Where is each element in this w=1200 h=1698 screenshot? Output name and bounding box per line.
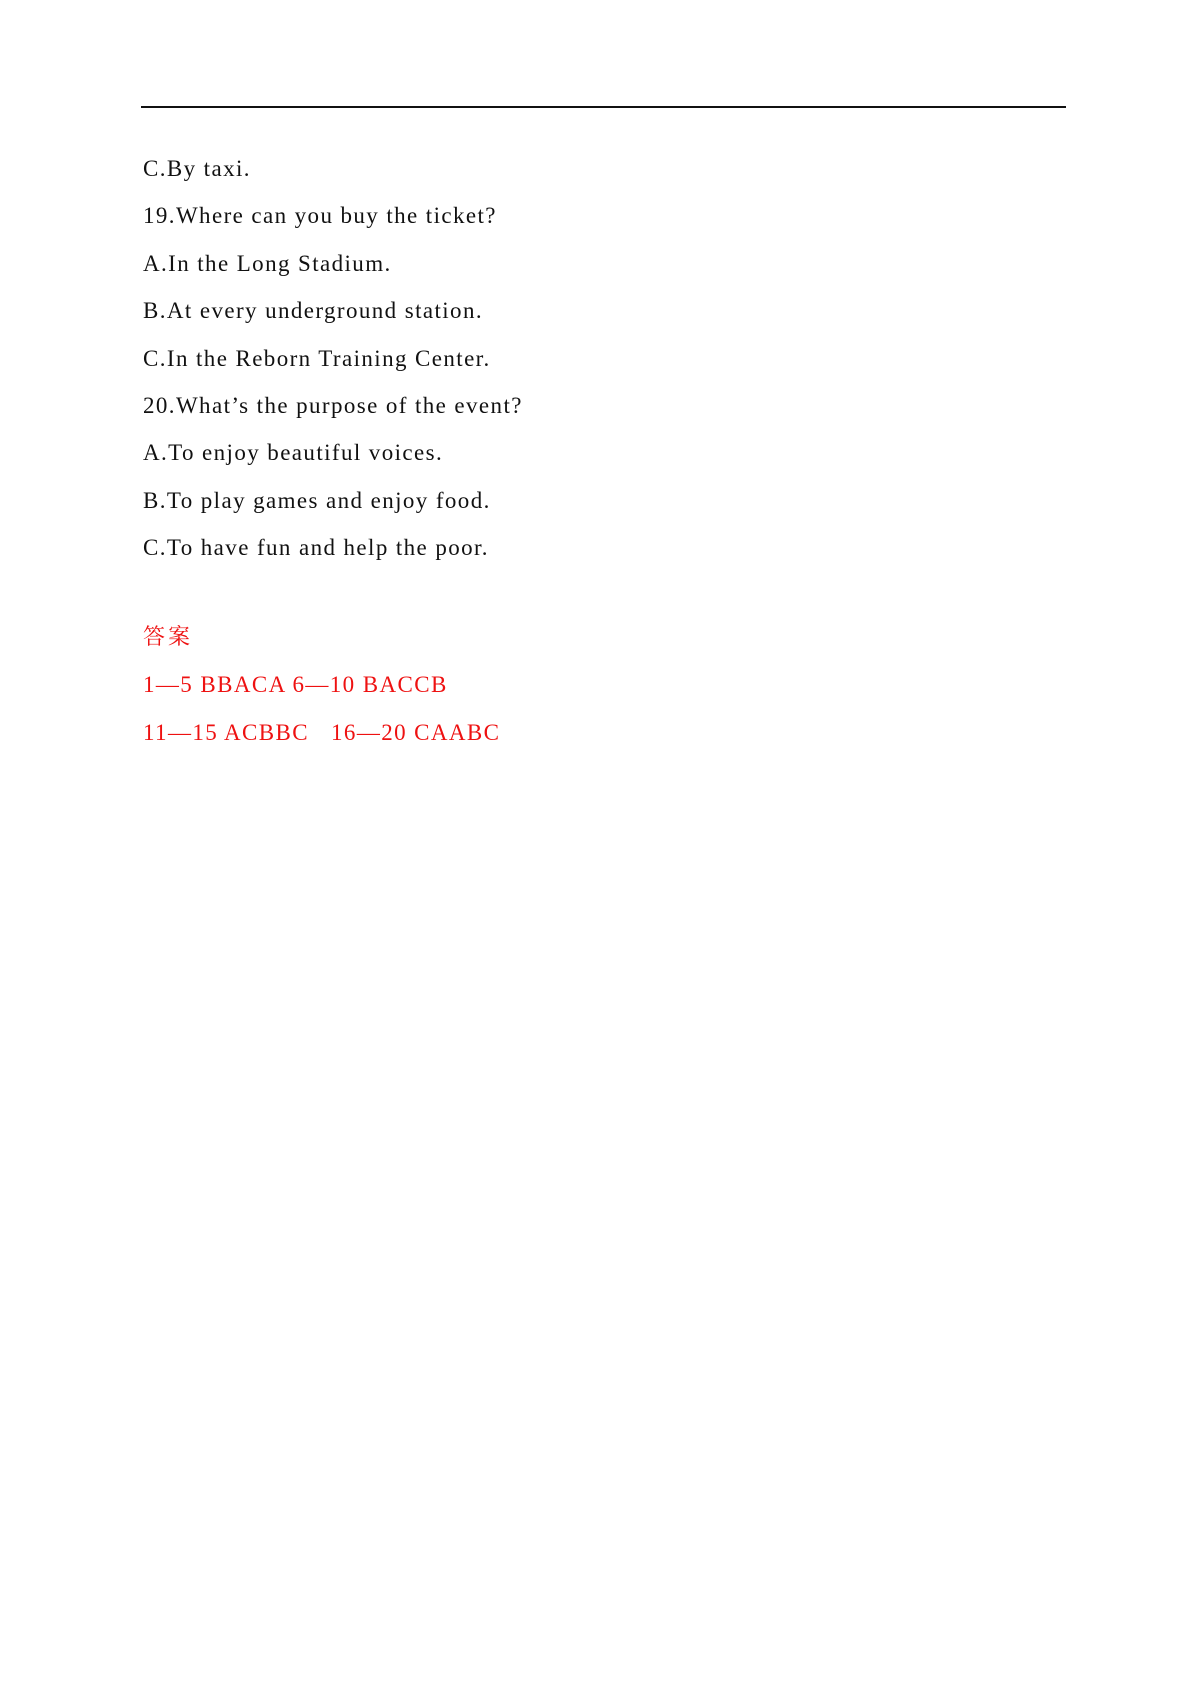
answer-key xyxy=(143,614,1043,756)
q20-option-b: B.To play games and enjoy food. xyxy=(143,487,491,513)
q18-option-c: C.By taxi. xyxy=(143,156,251,181)
q20-option-a: A.To enjoy beautiful voices. xyxy=(143,440,444,466)
answer-row-2-part-2: 16—20 CAABC xyxy=(331,719,501,745)
q19-option-c: C.In the Reborn Training Center. xyxy=(143,345,491,371)
answer-row-1: 1—5 BBACA 6—10 BACCB xyxy=(143,672,448,698)
q19-option-a: A.In the Long Stadium. xyxy=(143,250,392,276)
answer-heading: 答案 xyxy=(143,625,194,650)
header-rule xyxy=(141,106,1066,108)
q20-stem: 20.What’s the purpose of the event? xyxy=(143,392,523,418)
question-list xyxy=(143,145,1043,572)
answer-row-2-part-1: 11—15 ACBBC xyxy=(143,719,310,745)
q19-stem: 19.Where can you buy the ticket? xyxy=(143,203,497,229)
q19-option-b: B.At every underground station. xyxy=(143,298,484,324)
answer-row-2 xyxy=(143,709,1043,756)
q20-option-c: C.To have fun and help the poor. xyxy=(143,535,489,561)
